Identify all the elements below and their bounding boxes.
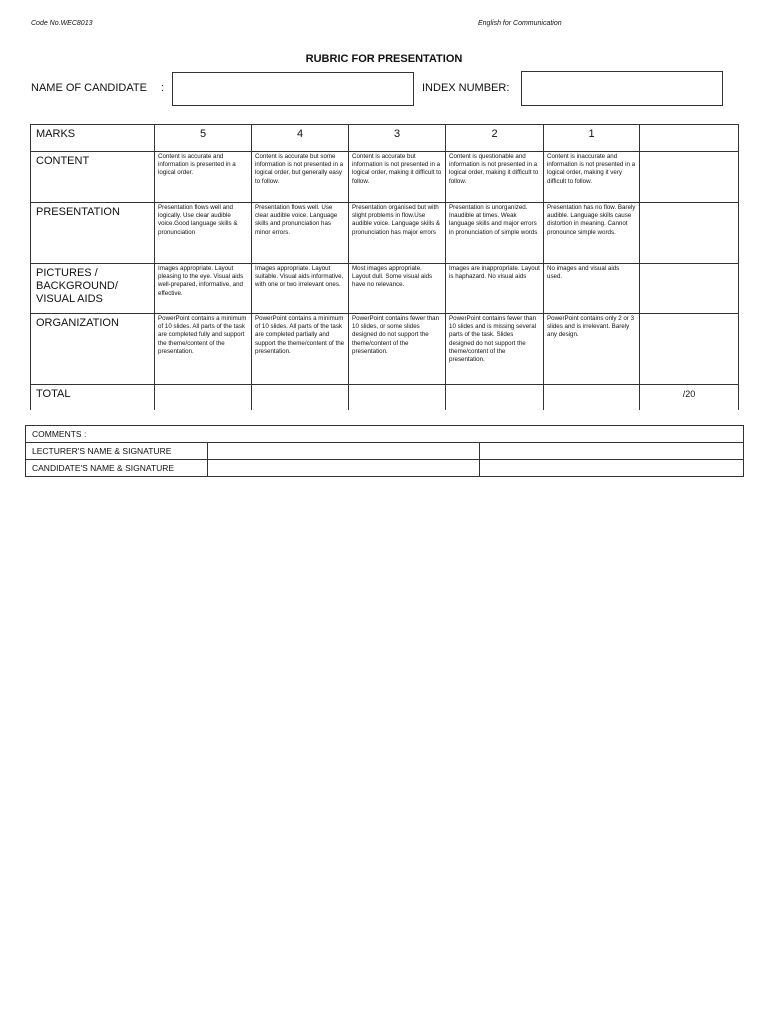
- descriptor-organization-3: PowerPoint contains fewer than 10 slides, or some slides designed do not support the theme/content of the presentation.: [349, 314, 446, 385]
- page-title: RUBRIC FOR PRESENTATION: [305, 53, 463, 65]
- mark-3: 3: [349, 125, 446, 152]
- rubric-row-content: [31, 152, 739, 203]
- descriptor-visual-aids-5: Images appropriate. Layout pleasing to the eye. Visual aids well-prepared, informative, and effective.: [155, 264, 252, 314]
- mark-5: 5: [155, 125, 252, 152]
- candidate-name-separator: :: [161, 82, 165, 94]
- score-header-cell: [640, 125, 739, 152]
- mark-4: 4: [252, 125, 349, 152]
- lecturer-name-field[interactable]: [208, 443, 480, 460]
- lecturer-label: LECTURER'S NAME & SIGNATURE: [26, 443, 208, 460]
- criterion-presentation: PRESENTATION: [31, 203, 155, 264]
- candidate-name-label: NAME OF CANDIDATE: [31, 82, 147, 94]
- mark-2: 2: [446, 125, 544, 152]
- lecturer-signature-field[interactable]: [480, 443, 744, 460]
- course-name: English for Communication: [478, 20, 562, 27]
- descriptor-presentation-1: Presentation has no flow. Barely audible. Language skills cause distortion in meaning. Cannot pronounce simple words.: [544, 203, 640, 264]
- comments-field[interactable]: [26, 426, 744, 443]
- lecturer-row: [26, 443, 744, 460]
- criterion-visual-aids: PICTURES / BACKGROUND/ VISUAL AIDS: [31, 264, 155, 314]
- candidate-name-field[interactable]: [172, 72, 414, 106]
- descriptor-organization-1: PowerPoint contains only 2 or 3 slides and is irrelevant. Barely any design.: [544, 314, 640, 385]
- marks-header: MARKS: [31, 125, 155, 152]
- rubric-row-organization: [31, 314, 739, 385]
- criterion-content: CONTENT: [31, 152, 155, 203]
- rubric-row-visual-aids: [31, 264, 739, 314]
- mark-1: 1: [544, 125, 640, 152]
- candidate-name-sign-field[interactable]: [208, 460, 480, 477]
- total-cell-3: [349, 385, 446, 410]
- descriptor-content-4: Content is accurate but some information is not presented in a logical order, but generally easy to follow.: [252, 152, 349, 203]
- criterion-organization: ORGANIZATION: [31, 314, 155, 385]
- total-cell-5: [155, 385, 252, 410]
- candidate-row: [26, 460, 744, 477]
- descriptor-presentation-5: Presentation flows well and logically. Use clear audible voice.Good language skills & pronunciation: [155, 203, 252, 264]
- total-row: [31, 385, 739, 410]
- score-cell-visual-aids[interactable]: [640, 264, 739, 314]
- descriptor-visual-aids-1: No images and visual aids used.: [544, 264, 640, 314]
- total-cell-1: [544, 385, 640, 410]
- comments-row: [26, 426, 744, 443]
- total-score[interactable]: /20: [640, 385, 739, 410]
- descriptor-content-5: Content is accurate and information is presented in a logical order.: [155, 152, 252, 203]
- score-cell-organization[interactable]: [640, 314, 739, 385]
- index-number-label: INDEX NUMBER:: [422, 82, 510, 94]
- code-number: Code No.WEC8013: [31, 20, 93, 27]
- rubric-table: [30, 124, 739, 410]
- total-cell-2: [446, 385, 544, 410]
- descriptor-presentation-4: Presentation flows well. Use clear audible voice. Language skills and pronunciation has minor errors.: [252, 203, 349, 264]
- descriptor-presentation-3: Presentation organised but with slight problems in flow.Use audible voice. Language skills & pronunciation has major errors: [349, 203, 446, 264]
- score-cell-presentation[interactable]: [640, 203, 739, 264]
- descriptor-presentation-2: Presentation is unorganized. Inaudible at times. Weak language skills and major errors in pronunciation of simple words: [446, 203, 544, 264]
- descriptor-organization-2: PowerPoint contains fewer than 10 slides and is missing several parts of the task. Slides designed do not support the theme/content of the presentation.: [446, 314, 544, 385]
- descriptor-organization-5: PowerPoint contains a minimum of 10 slides. All parts of the task are completed fully and support the theme/content of the presentation.: [155, 314, 252, 385]
- descriptor-content-1: Content is inaccurate and information is not presented in a logical order, making it very difficult to follow.: [544, 152, 640, 203]
- descriptor-visual-aids-4: Images appropriate. Layout suitable. Visual aids informative, with one or two irrelevant ones.: [252, 264, 349, 314]
- descriptor-content-2: Content is questionable and information is not presented in a logical order, making it difficult to follow.: [446, 152, 544, 203]
- total-cell-4: [252, 385, 349, 410]
- comments-label: COMMENTS :: [32, 429, 87, 439]
- candidate-signature-label: CANDIDATE'S NAME & SIGNATURE: [26, 460, 208, 477]
- descriptor-visual-aids-2: Images are inappropriate. Layout is haphazard. No visual aids: [446, 264, 544, 314]
- descriptor-organization-4: PowerPoint contains a minimum of 10 slides. All parts of the task are completed partially and support the theme/content of the presentation.: [252, 314, 349, 385]
- score-cell-content[interactable]: [640, 152, 739, 203]
- index-number-field[interactable]: [521, 71, 723, 106]
- marks-row: [31, 125, 739, 152]
- signature-table: [25, 425, 744, 477]
- rubric-row-presentation: [31, 203, 739, 264]
- total-label: TOTAL: [31, 385, 155, 410]
- descriptor-content-3: Content is accurate but information is not presented in a logical order, making it difficult to follow.: [349, 152, 446, 203]
- descriptor-visual-aids-3: Most images appropriate. Layout dull. Some visual aids have no relevance.: [349, 264, 446, 314]
- candidate-signature-field[interactable]: [480, 460, 744, 477]
